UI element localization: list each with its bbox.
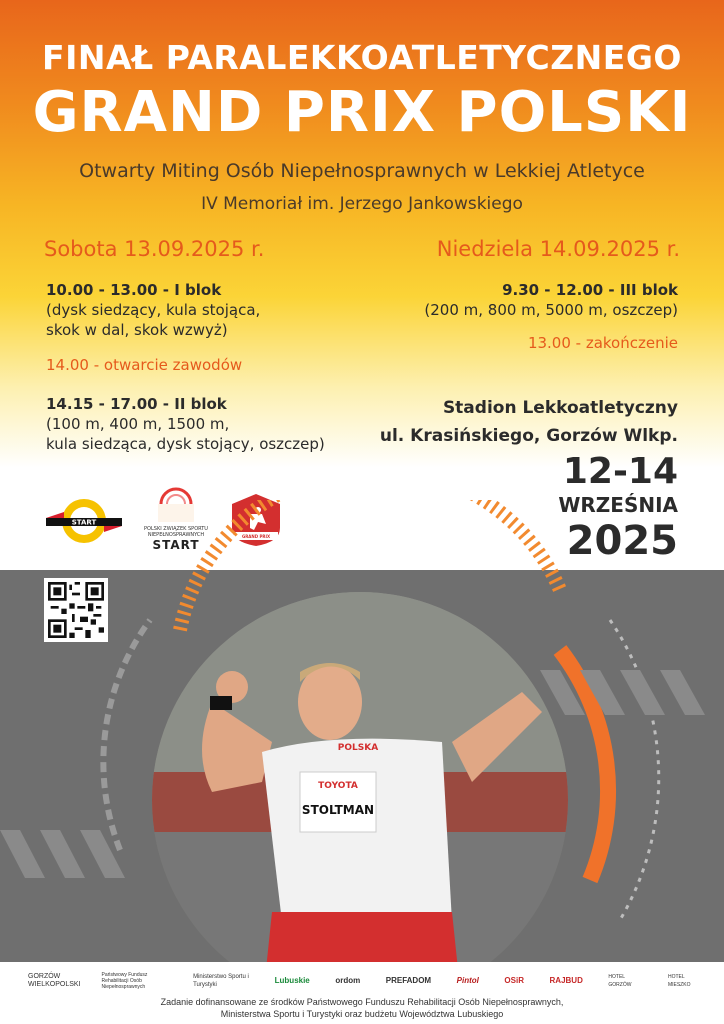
date-month: WRZEŚNIA [558,493,678,517]
sponsor-gorzow: GORZÓW WIELKOPOLSKI [28,973,81,988]
block-2-events-line-1: (100 m, 400 m, 1500 m, [46,415,230,433]
sponsor-prefadom: PREFADOM [385,976,432,985]
sponsor-lubuskie: Lubuskie [274,976,310,985]
saturday-label: Sobota 13.09.2025 r. [44,237,265,261]
sunday-block-3 [348,280,678,320]
sponsor-msit: Ministerstwo Sportu i Turystyki [193,974,249,988]
funding-line-2: Ministerstwa Sportu i Turystyki oraz budżetu Województwa Lubuskiego [220,1009,504,1019]
venue-name: Stadion Lekkoatletyczny [442,398,678,418]
athlete-photo [152,592,568,1008]
block-3-events: (200 m, 800 m, 5000 m, oszczep) [424,301,678,319]
sponsor-ordom: ordom [335,976,361,985]
date-year: 2025 [566,518,678,564]
block-1-events-line-2: skok w dal, skok wzwyż) [46,321,228,339]
block-2-time: 14.15 - 17.00 - II blok [46,395,227,413]
funding-note [0,996,724,1020]
athlete-illustration [152,592,568,1008]
pzsn-text-1: POLSKI ZWIĄZEK SPORTU [144,526,208,532]
svg-text:GRAND PRIX: GRAND PRIX [241,534,271,539]
qr-code[interactable] [44,578,108,642]
block-1-events-line-1: (dysk siedzący, kula stojąca, [46,301,261,319]
date-range: 12-14 [562,451,678,492]
sponsor-pfron: Państwowy Fundusz Rehabilitacji Osób Niepełnosprawnych [101,972,148,990]
opening-time: 14.00 - otwarcie zawodów [46,356,243,374]
memorial-line: IV Memoriał im. Jerzego Jankowskiego [201,194,523,214]
saturday-block-1 [46,280,376,340]
title-line-1: FINAŁ PARALEKKOATLETYCZNEGO [42,38,682,77]
bib-sponsor: TOYOTA [318,781,358,791]
block-1-time: 10.00 - 13.00 - I blok [46,281,222,299]
block-3-time: 9.30 - 12.00 - III blok [502,281,678,299]
pzsn-text-2: NIEPEŁNOSPRAWNYCH [147,532,205,538]
sponsor-logos [28,968,698,994]
sponsor-hotel-mieszko: HOTEL MIESZKO [667,974,691,988]
venue-address: ul. Krasińskiego, Gorzów Wlkp. [379,426,678,446]
shirt-text: POLSKA [337,743,379,753]
bib-name: STOLTMAN [301,803,375,817]
title-line-2: GRAND PRIX POLSKI [32,80,692,145]
subtitle: Otwarty Miting Osób Niepełnosprawnych w Lekkiej Atletyce [79,160,645,182]
sunday-label: Niedziela 14.09.2025 r. [436,237,680,261]
block-2-events-line-2: kula siedząca, dysk stojący, oszczep) [46,435,325,453]
pzsn-start: START [152,538,200,552]
sponsor-pintol: Pintol [456,976,479,985]
sponsor-osir: OSiR [504,976,524,985]
sponsor-hotel-gorzow: HOTEL GORZÓW [608,974,632,988]
closing-time: 13.00 - zakończenie [527,334,678,352]
venue [380,394,678,450]
sponsor-rajbud: RAJBUD [549,976,583,985]
funding-line-1: Zadanie dofinansowane ze środków Państwowego Funduszu Rehabilitacji Osób Niepełnosprawnych, [160,997,564,1007]
start-logo-text: START [71,518,97,527]
saturday-block-2 [46,394,386,454]
